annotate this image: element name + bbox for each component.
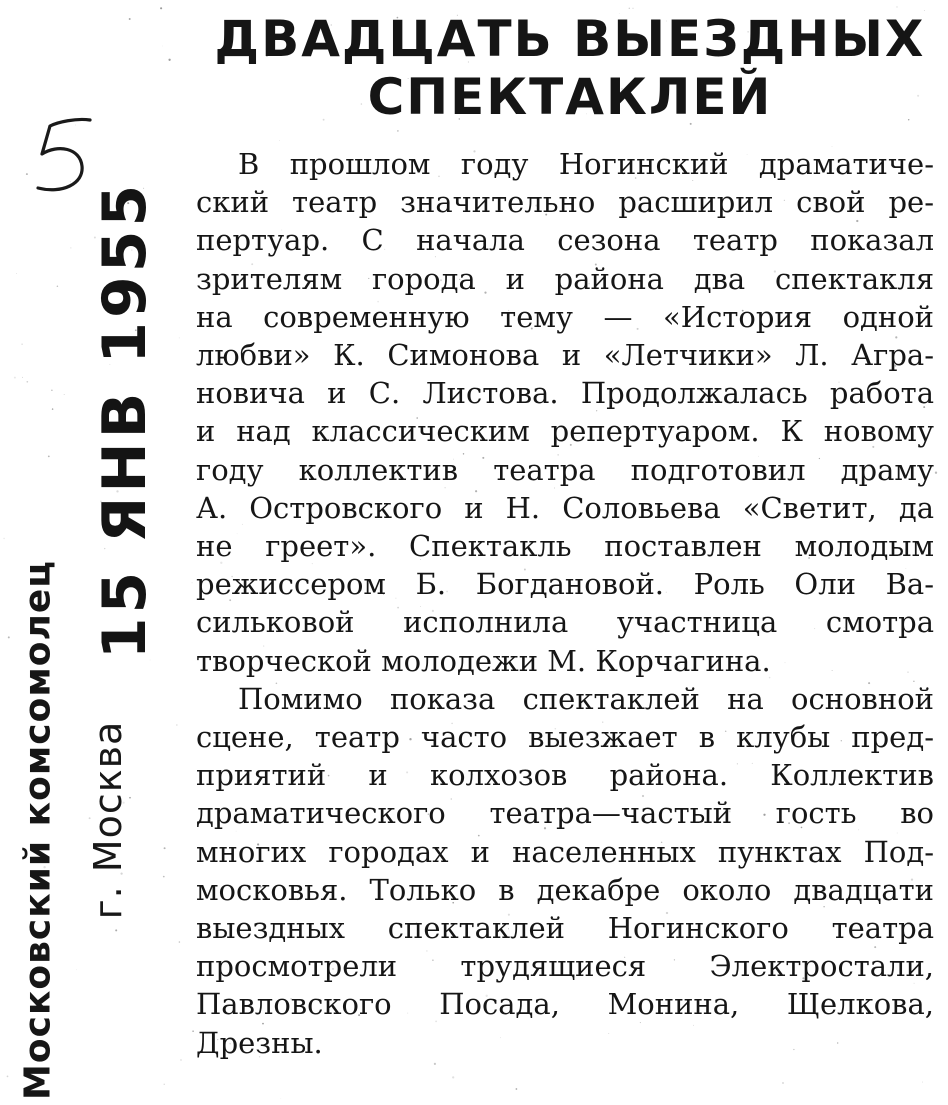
article-line: пертуар. С начала сезона театр показал — [196, 223, 934, 258]
article-line: Дрезны. — [196, 1025, 323, 1060]
handwritten-five-icon — [28, 110, 98, 200]
newspaper-name-text: Московский комсомолец — [17, 560, 59, 1100]
article-line: любви» К. Симонова и «Летчики» Л. Агра- — [196, 338, 934, 373]
date-stamp-text: 15 ЯНВ 1955 — [90, 180, 160, 660]
article-line: режиссером Б. Богдановой. Роль Оли Ва- — [196, 567, 934, 602]
article-line: на современную тему — «История одной — [196, 299, 934, 334]
article-line: сильковой исполнила участница смотра — [196, 605, 934, 640]
article-line: просмотрели трудящиеся Электростали, — [196, 949, 934, 984]
article-headline — [200, 10, 940, 126]
article-line: зрителям города и района два спектакля — [196, 261, 934, 296]
headline-line-1: ДВАДЦАТЬ ВЫЕЗДНЫХ — [214, 10, 926, 68]
article-line: драматического театра—частый гость во — [196, 796, 934, 831]
article-line: творческой молодежи М. Корчагина. — [196, 643, 771, 678]
article-line: В прошлом году Ногинский драматиче- — [238, 147, 934, 181]
city-stamp-text: г. Москва — [86, 720, 130, 920]
article-line: новича и С. Листова. Продолжалась работа — [196, 376, 934, 411]
article-line: сцене, театр часто выезжает в клубы пред- — [196, 720, 934, 755]
article-line: году коллектив театра подготовил драму — [196, 452, 934, 487]
article-line: А. Островского и Н. Соловьева «Светит, да — [196, 490, 934, 525]
article-line: многих городах и населенных пунктах Под- — [196, 834, 934, 869]
handwritten-page-number — [28, 110, 98, 200]
article-line: Помимо показа спектаклей на основной — [238, 681, 934, 716]
article-line: Павловского Посада, Монина, Щелкова, — [196, 987, 934, 1022]
article-line: и над классическим репертуаром. К новому — [196, 414, 934, 449]
article-body — [196, 145, 934, 1062]
article-line: приятий и колхозов района. Коллектив — [196, 758, 934, 793]
article-line: ский театр значительно расширил свой ре- — [196, 185, 934, 220]
headline-line-2: СПЕКТАКЛЕЙ — [367, 68, 773, 126]
article-line: выездных спектаклей Ногинского театра — [196, 911, 934, 946]
article-line: московья. Только в декабре около двадцати — [196, 872, 934, 907]
article-line: не греет». Спектакль поставлен молодым — [196, 529, 934, 564]
